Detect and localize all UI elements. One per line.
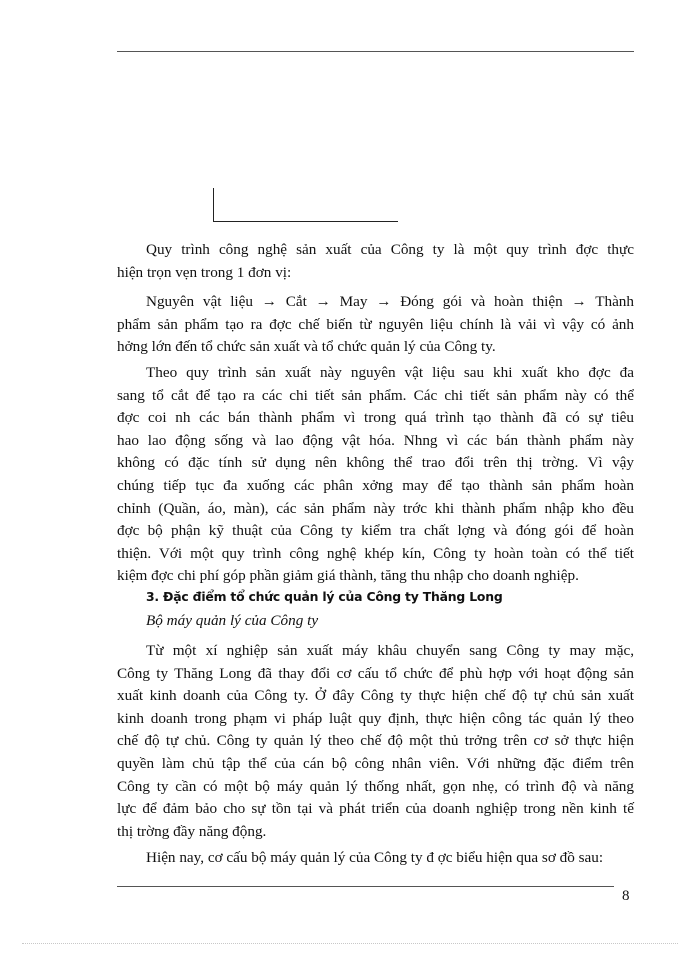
text-line: Hiện nay, cơ cấu bộ máy quản lý của Công ty đ ợc biểu hiện qua sơ đồ sau:: [146, 849, 604, 866]
text-line: Quy trình công nghệ sản xuất của Công ty là một quy trình đợc thực: [146, 241, 634, 258]
section-subheading: Bộ máy quản lý của Công ty: [146, 612, 319, 629]
text-line: lực để đảm bảo cho sự tồn tại và phát triển của doanh nghiệp trong nền kinh tế: [117, 800, 634, 818]
text-line: không có đặc tính sử dụng nên không thể trao đổi trên thị trờng. Vì vậy: [117, 454, 634, 472]
text-line: Nguyên vật liệu → Cắt → May → Đóng gói và hoàn thiện → Thành: [146, 293, 634, 310]
paragraph-production-process-intro: [117, 239, 634, 284]
diagram-fragment-vertical-line: [213, 188, 214, 222]
text-line: hiện trọn vẹn trong 1 đơn vị:: [117, 263, 292, 281]
page-break-dotted-line: [22, 943, 678, 944]
text-line: Công ty Thăng Long đã thay đổi cơ cấu tổ chức để phù hợp với hoạt động sản: [117, 664, 634, 682]
page-number: 8: [622, 888, 630, 904]
paragraph-diagram-intro: [117, 847, 634, 870]
text-line: Từ một xí nghiệp sản xuất máy khâu chuyển sang Công ty may mặc,: [146, 642, 634, 659]
text-line: Công ty cần có một bộ máy quản lý thống nhất, gọn nhẹ, có trình độ và năng: [117, 777, 634, 795]
text-line: đợc coi nh các bán thành phẩm vì trong quá trình tạo thành đã có sự tiêu: [117, 409, 634, 427]
text-line: quyền làm chủ tập thể của cán bộ công nhân viên. Với những đặc điểm trên: [117, 754, 634, 772]
text-line: phẩm sản phẩm tạo ra đợc chế biến từ nguyên liệu chính là vải vì vậy có ảnh: [117, 315, 634, 333]
text-line: đợc bộ phận kỹ thuật của Công ty kiểm tra chất lợng và đóng gói để hoàn: [117, 522, 634, 540]
paragraph-process-flow: [117, 291, 634, 359]
text-line: sang tổ cắt để tạo ra các chi tiết sản phẩm. Các chi tiết sản phẩm này có thể: [117, 386, 634, 404]
text-line: hởng lớn đến tổ chức sản xuất và tổ chức quản lý của Công ty.: [117, 338, 496, 356]
text-line: chỉnh (Quần, áo, màn), các sản phẩm này trớc khi thành phẩm nhập kho đều: [117, 499, 634, 517]
text-line: kinh doanh trong phạm vi pháp luật quy định, thực hiện công tác quản lý theo: [117, 709, 634, 727]
section-heading: 3. Đặc điểm tổ chức quản lý của Công ty Thăng Long: [146, 589, 503, 604]
paragraph-management-structure: [117, 640, 634, 843]
text-line: Theo quy trình sản xuất này nguyên vật liệu sau khi xuất kho đợc đa: [146, 364, 634, 381]
diagram-fragment-horizontal-line: [213, 221, 398, 222]
footer-rule: [117, 886, 614, 887]
text-line: chúng tiếp tục đa xuống các phân xởng may để tạo thành sản phẩm hoàn: [117, 476, 634, 494]
text-line: xuất kinh doanh của Công ty. Ở đây Công ty thực hiện chế độ tự chủ sản xuất: [117, 687, 634, 705]
text-line: thiện. Với một quy trình công nghệ khép kín, Công ty hoàn toàn có thể tiết: [117, 544, 634, 562]
paragraph-process-description: [117, 362, 634, 588]
text-line: thị trờng đầy năng động.: [117, 822, 267, 840]
header-rule: [117, 51, 634, 52]
text-line: hao lao động sống và lao động vật hóa. Nhng vì các bán thành phẩm này: [117, 431, 634, 449]
text-line: kiệm đợc chi phí góp phần giảm giá thành, tăng thu nhập cho doanh nghiệp.: [117, 567, 579, 585]
text-line: chế độ tự chủ. Công ty quản lý theo chế độ một thủ trởng trên cơ sở thực hiện: [117, 732, 634, 750]
